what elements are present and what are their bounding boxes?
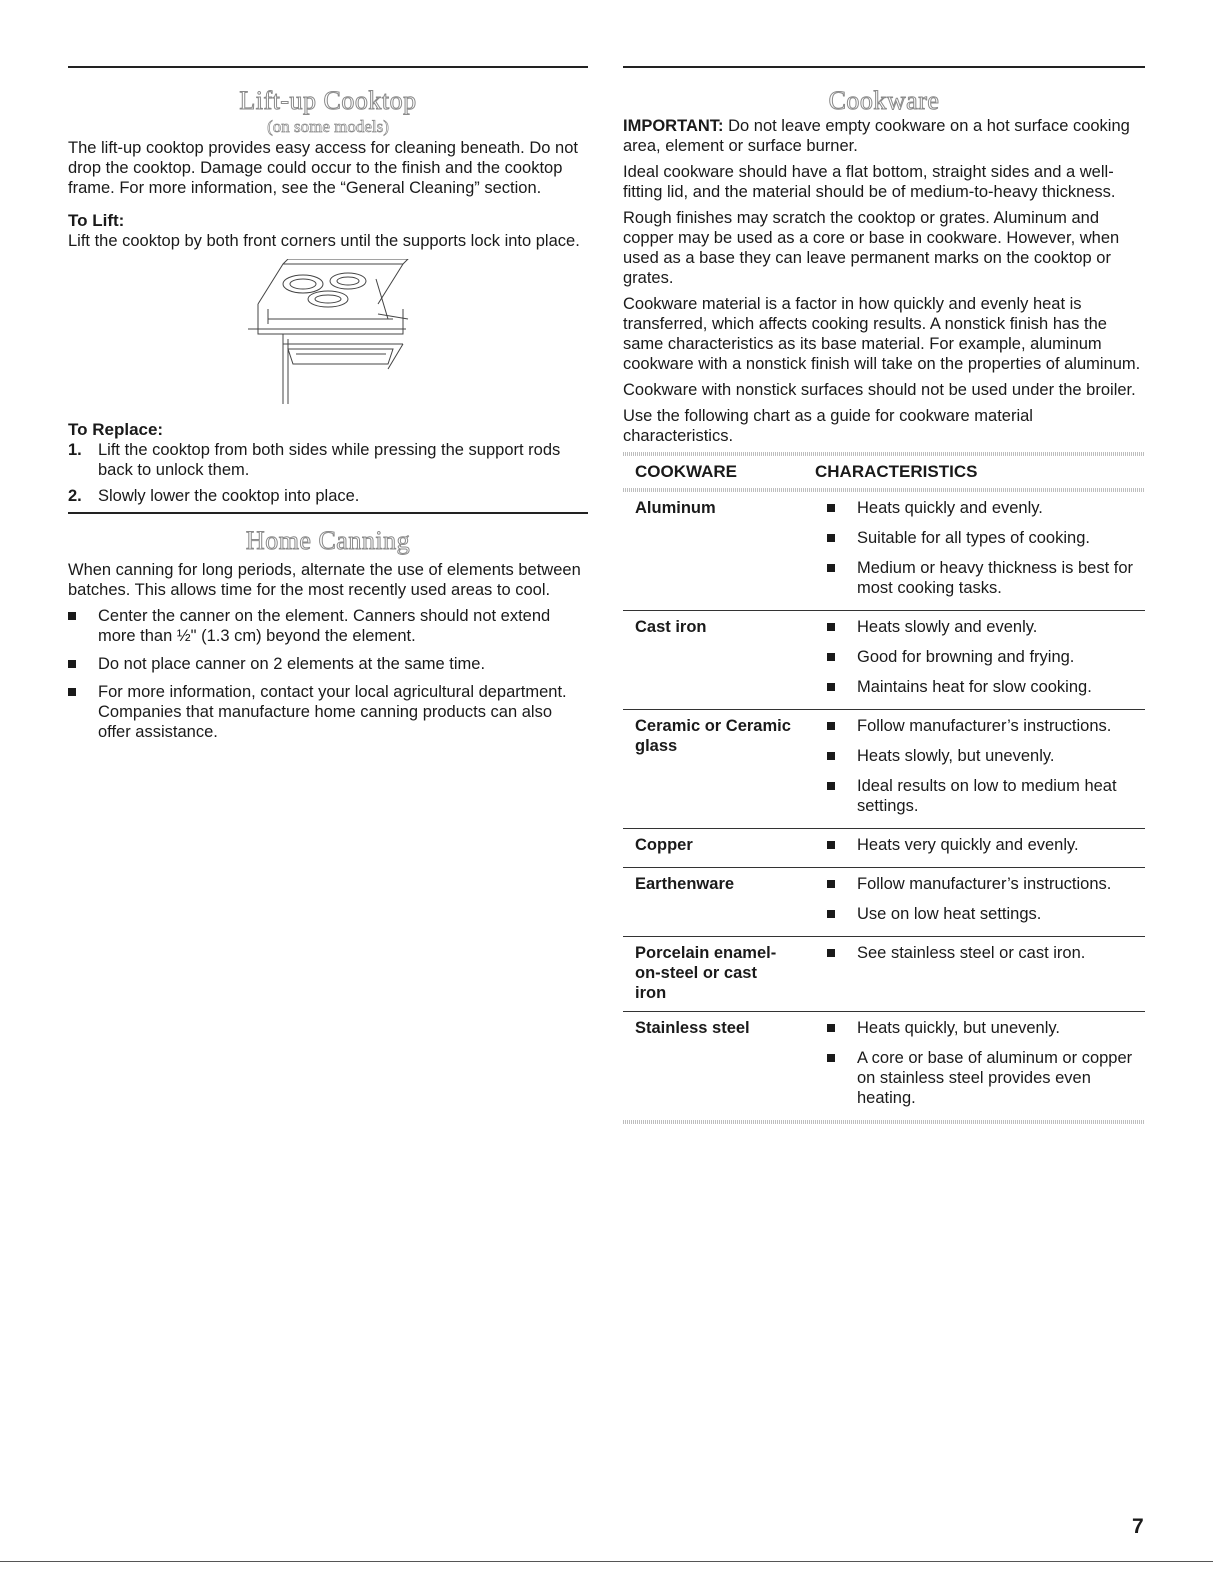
- material-cell: Copper: [623, 829, 815, 868]
- material-cell: Earthenware: [623, 868, 815, 937]
- table-row: [623, 1012, 1145, 1121]
- step-text: Lift the cooktop from both sides while pressing the support rods back to unlock them.: [98, 441, 561, 479]
- table-row: [623, 710, 1145, 829]
- list-item: [815, 528, 1145, 548]
- list-item: [815, 746, 1145, 766]
- cookware-paragraph: Ideal cookware should have a flat bottom, straight sides and a well-fitting lid, and the material should be of medium-to-heavy thickness.: [623, 163, 1116, 201]
- characteristic-text: Heats quickly and evenly.: [857, 499, 1043, 517]
- table-row: [623, 937, 1145, 1012]
- bullet-square-icon: [827, 534, 835, 542]
- list-item: [815, 943, 1145, 963]
- page-number: 7: [1132, 1515, 1144, 1538]
- lift-up-cooktop-subtitle: (on some models): [267, 117, 389, 136]
- footer-rule: [0, 1561, 1213, 1562]
- lift-up-intro: The lift-up cooktop provides easy access for cleaning beneath. Do not drop the cooktop. Damage could occur to the finish and the cooktop frame. For more information, see the “General Cleaning” section.: [68, 139, 578, 197]
- bullet-square-icon: [827, 504, 835, 512]
- bullet-text: For more information, contact your local agricultural department. Companies that manufacture home canning products can also offer assistance.: [98, 683, 567, 741]
- list-item: [815, 498, 1145, 518]
- bullet-square-icon: [827, 564, 835, 572]
- bullet-text: Do not place canner on 2 elements at the same time.: [98, 655, 486, 673]
- material-cell: Porcelain enamel-on-steel or cast iron: [623, 937, 815, 1012]
- important-text: Do not leave empty cookware on a hot surface cooking area, element or surface burner.: [623, 117, 1130, 155]
- list-item: [815, 716, 1145, 736]
- characteristic-text: Heats slowly and evenly.: [857, 618, 1038, 636]
- list-item: [815, 1018, 1145, 1038]
- list-item: [815, 617, 1145, 637]
- characteristic-text: Good for browning and frying.: [857, 648, 1075, 666]
- step-number: 1.: [68, 441, 82, 459]
- list-item: [68, 606, 588, 646]
- cookware-paragraph: Cookware material is a factor in how quickly and evenly heat is transferred, which affects cooking results. A nonstick finish has the same characteristics as its base material. For example, aluminum cookware with a nonstick finish will take on the properties of aluminum.: [623, 295, 1141, 373]
- material-cell: Stainless steel: [635, 1019, 750, 1037]
- replace-steps-list: [68, 440, 588, 506]
- to-replace-heading: To Replace:: [68, 420, 164, 439]
- bullet-square-icon: [827, 841, 835, 849]
- right-column: [623, 66, 1145, 1124]
- characteristic-text: Heats slowly, but unevenly.: [857, 747, 1055, 765]
- material-cell: Cast iron: [623, 611, 815, 710]
- cooktop-lift-illustration: [228, 259, 428, 409]
- bullet-text: Center the canner on the element. Canners should not extend more than ½" (1.3 cm) beyond the element.: [98, 607, 551, 645]
- home-canning-intro: When canning for long periods, alternate the use of elements between batches. This allows time for the most recently used areas to cool.: [68, 561, 581, 599]
- step-text: Slowly lower the cooktop into place.: [98, 487, 360, 505]
- cookware-table: [623, 456, 1145, 1120]
- bullet-square-icon: [827, 1054, 835, 1062]
- list-item: [815, 647, 1145, 667]
- table-row: [623, 492, 1145, 611]
- bullet-square-icon: [68, 688, 76, 696]
- characteristic-text: Heats quickly, but unevenly.: [857, 1019, 1060, 1037]
- bullet-square-icon: [827, 683, 835, 691]
- characteristic-text: Suitable for all types of cooking.: [857, 529, 1090, 547]
- bullet-square-icon: [827, 1024, 835, 1032]
- bullet-square-icon: [827, 910, 835, 918]
- to-lift-text: Lift the cooktop by both front corners until the supports lock into place.: [68, 232, 580, 250]
- list-item: [815, 835, 1145, 855]
- bullet-square-icon: [827, 722, 835, 730]
- column-header-cookware: COOKWARE: [635, 462, 737, 481]
- to-lift-heading: To Lift:: [68, 211, 125, 230]
- bullet-square-icon: [68, 660, 76, 668]
- characteristic-text: Use on low heat settings.: [857, 905, 1042, 923]
- bullet-square-icon: [827, 752, 835, 760]
- characteristic-text: Medium or heavy thickness is best for most cooking tasks.: [857, 559, 1134, 597]
- list-item: [68, 440, 588, 480]
- list-item: [815, 776, 1145, 816]
- cookware-paragraph: Cookware with nonstick surfaces should not be used under the broiler.: [623, 381, 1136, 399]
- lift-up-cooktop-title: Lift-up Cooktop: [239, 86, 417, 115]
- list-item: [815, 904, 1145, 924]
- list-item: [815, 558, 1145, 598]
- cookware-paragraph: Use the following chart as a guide for cookware material characteristics.: [623, 407, 1033, 445]
- bullet-square-icon: [68, 612, 76, 620]
- cookware-important: [623, 116, 1145, 156]
- cookware-title: Cookware: [828, 86, 940, 115]
- characteristic-text: Heats very quickly and evenly.: [857, 836, 1079, 854]
- characteristic-text: Ideal results on low to medium heat settings.: [857, 777, 1117, 815]
- table-row: [623, 829, 1145, 868]
- list-item: [815, 677, 1145, 697]
- home-canning-bullets: [68, 606, 588, 742]
- bullet-square-icon: [827, 949, 835, 957]
- bullet-square-icon: [827, 653, 835, 661]
- table-row: [623, 611, 1145, 710]
- step-number: 2.: [68, 487, 82, 505]
- material-cell: Aluminum: [623, 492, 815, 611]
- home-canning-title: Home Canning: [245, 526, 411, 555]
- left-column: [68, 66, 588, 750]
- characteristic-text: A core or base of aluminum or copper on stainless steel provides even heating.: [857, 1049, 1133, 1107]
- list-item: [68, 486, 588, 506]
- important-label: IMPORTANT:: [623, 117, 724, 135]
- list-item: [68, 654, 588, 674]
- characteristic-text: See stainless steel or cast iron.: [857, 944, 1086, 962]
- material-cell: Ceramic or Ceramic glass: [623, 710, 815, 829]
- table-hatch-rule: [623, 1120, 1145, 1124]
- list-item: [68, 682, 588, 742]
- characteristic-text: Maintains heat for slow cooking.: [857, 678, 1092, 696]
- bullet-square-icon: [827, 623, 835, 631]
- table-row: [623, 868, 1145, 937]
- cookware-paragraph: Rough finishes may scratch the cooktop or grates. Aluminum and copper may be used as a core or base in cookware. However, when used as a base they can leave permanent marks on the cooktop or grates.: [623, 209, 1120, 287]
- table-header-row: [623, 456, 1145, 488]
- list-item: [815, 874, 1145, 894]
- bullet-square-icon: [827, 782, 835, 790]
- characteristic-text: Follow manufacturer’s instructions.: [857, 875, 1112, 893]
- column-header-characteristics: CHARACTERISTICS: [815, 462, 978, 481]
- characteristic-text: Follow manufacturer’s instructions.: [857, 717, 1112, 735]
- bullet-square-icon: [827, 880, 835, 888]
- list-item: [815, 1048, 1145, 1108]
